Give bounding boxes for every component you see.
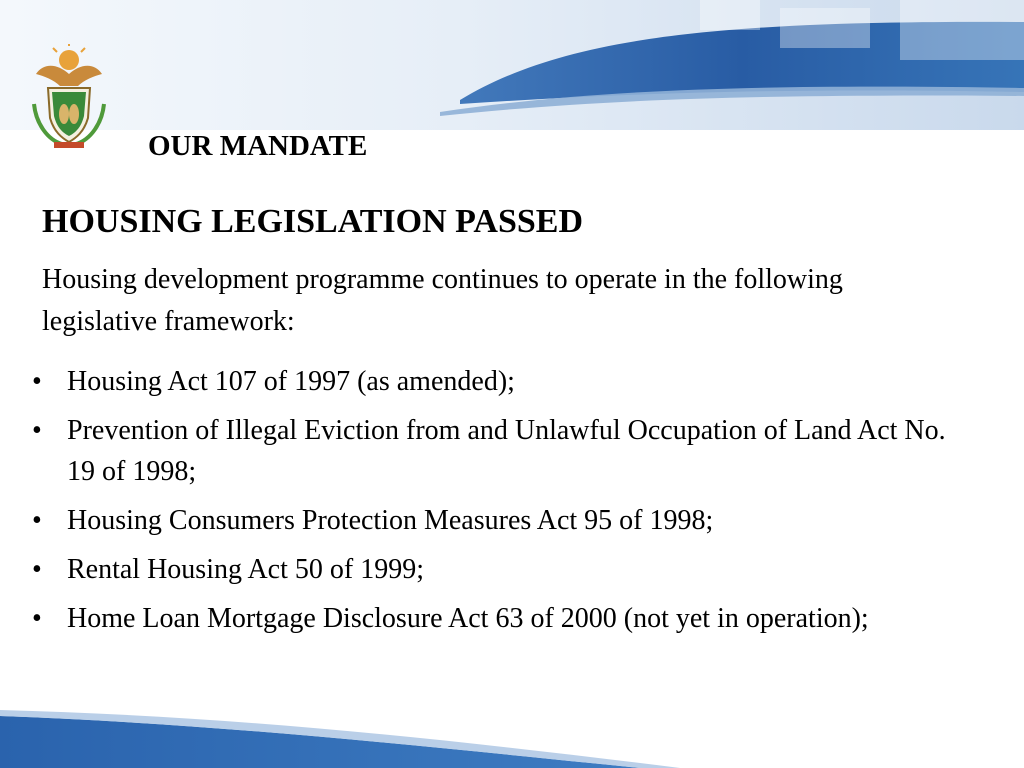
footer-swoosh	[0, 698, 1024, 768]
list-item	[32, 598, 972, 639]
list-item-text: Home Loan Mortgage Disclosure Act 63 of 2000 (not yet in operation);	[67, 603, 869, 634]
list-item-text: Housing Consumers Protection Measures Act 95 of 1998;	[67, 505, 714, 536]
list-item	[32, 410, 972, 492]
bullet-icon: •	[32, 366, 42, 397]
bullet-icon: •	[32, 505, 42, 536]
list-item-text: Rental Housing Act 50 of 1999;	[67, 554, 424, 585]
list-item	[32, 361, 972, 402]
list-item-text: Prevention of Illegal Eviction from and Unlawful Occupation of Land Act No. 19 of 1998;	[67, 415, 946, 487]
bullet-icon: •	[32, 415, 42, 446]
bullet-icon: •	[32, 554, 42, 585]
header-banner	[0, 0, 1024, 130]
list-item	[32, 549, 972, 590]
bullet-icon: •	[32, 603, 42, 634]
list-item	[32, 500, 972, 541]
legislation-list	[32, 361, 972, 647]
intro-paragraph: Housing development programme continues to operate in the following legislative framework:	[42, 264, 843, 337]
list-item-text: Housing Act 107 of 1997 (as amended);	[67, 366, 515, 397]
coat-of-arms-logo	[28, 44, 110, 148]
slide-header-title: OUR MANDATE	[148, 130, 368, 162]
section-heading: HOUSING LEGISLATION PASSED	[42, 203, 583, 240]
